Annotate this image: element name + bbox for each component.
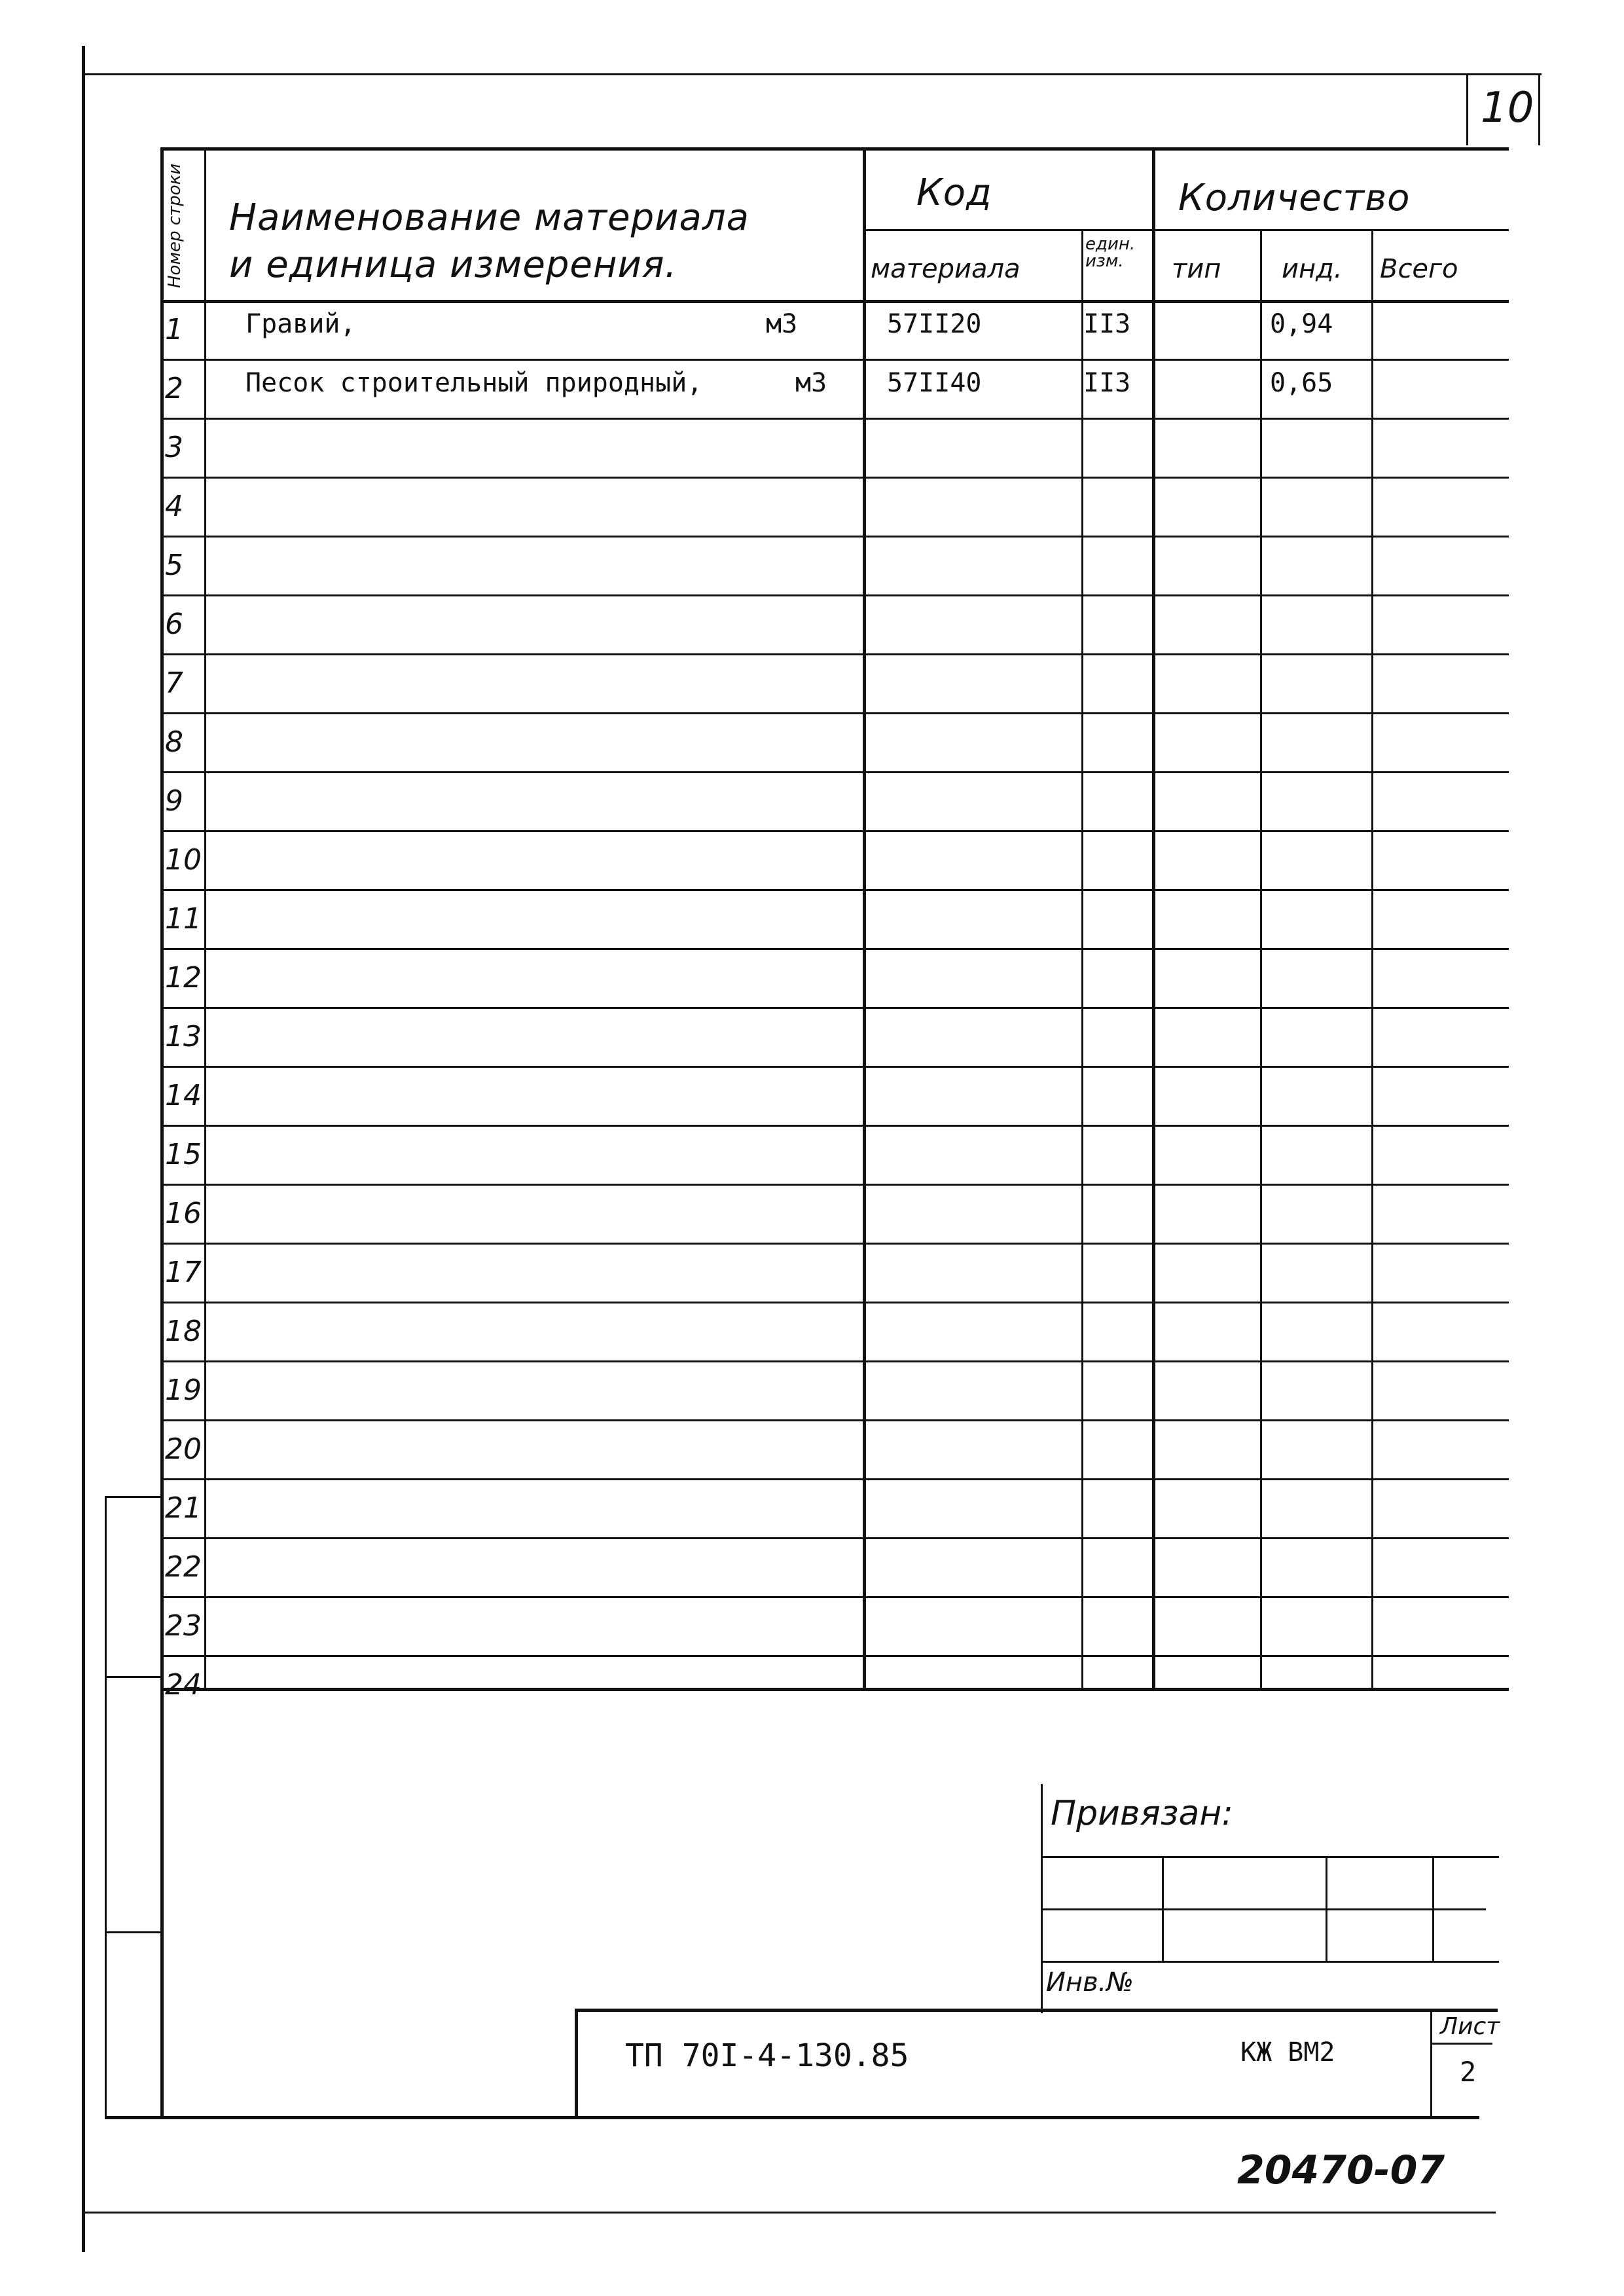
row-divider: [160, 418, 1509, 420]
row-divider: [160, 536, 1509, 538]
margin-hline-2: [105, 1676, 160, 1678]
row2-ind: 0,65: [1270, 368, 1333, 398]
row-number: 24: [165, 1668, 202, 1702]
row-divider: [160, 594, 1509, 596]
row-number: 13: [165, 1020, 202, 1053]
row1-ind: 0,94: [1270, 309, 1333, 339]
row-divider: [160, 477, 1509, 479]
row-divider: [160, 1360, 1509, 1362]
row-divider: [160, 712, 1509, 714]
row-number: 14: [165, 1079, 202, 1112]
table-top-border: [160, 147, 1509, 151]
row-number: 20: [165, 1432, 202, 1466]
page-number: 10: [1481, 84, 1534, 132]
row-number: 10: [165, 843, 202, 877]
row-number: 18: [165, 1315, 202, 1348]
col-divider-code: [863, 147, 866, 1689]
row-divider: [160, 1655, 1509, 1657]
row-number: 12: [165, 961, 202, 994]
sheet-label: Лист: [1440, 2013, 1500, 2040]
row-number: 7: [165, 666, 183, 700]
row-divider: [160, 1419, 1509, 1421]
row-divider: [160, 948, 1509, 950]
col-divider-unit: [1081, 229, 1083, 1689]
row-number: 16: [165, 1197, 202, 1230]
sheet-box-divider: [1430, 2043, 1492, 2045]
row-divider: [160, 1537, 1509, 1539]
code-unit-header: един. изм.: [1085, 234, 1136, 271]
row-divider: [160, 771, 1509, 773]
row2-name: Песок строительный природный,: [245, 368, 703, 398]
row2-code: 57II40: [887, 368, 982, 398]
row-divider: [160, 1007, 1509, 1009]
page-number-box-right: [1538, 73, 1540, 145]
row-number-header: Номер строки: [165, 163, 185, 288]
tb-line-3: [1041, 1961, 1499, 1963]
archive-number: 20470-07: [1237, 2147, 1445, 2193]
row-divider: [160, 1125, 1509, 1127]
col-divider-ind: [1371, 229, 1373, 1689]
row-divider: [160, 1302, 1509, 1303]
row1-unit: м3: [766, 309, 798, 339]
tb-main-left: [575, 2009, 578, 2116]
row-divider: [160, 1596, 1509, 1598]
margin-line-inner: [160, 1496, 164, 2118]
col-divider-type: [1260, 229, 1262, 1689]
row-number: 2: [165, 372, 183, 405]
row-number: 11: [165, 902, 202, 936]
qty-ind-header: инд.: [1282, 254, 1343, 284]
header-sub-divider: [863, 229, 1509, 231]
row-divider: [160, 889, 1509, 891]
row-divider: [160, 1478, 1509, 1480]
row-divider: [160, 359, 1509, 361]
code-group-header: Код: [916, 172, 992, 214]
col-divider-qty: [1152, 147, 1155, 1689]
row-number: 8: [165, 725, 183, 759]
qty-total-header: Всего: [1380, 254, 1458, 284]
margin-bottom: [105, 2116, 1479, 2119]
row1-name: Гравий,: [245, 309, 356, 339]
page-number-box-left: [1466, 73, 1468, 145]
row-number: 22: [165, 1550, 202, 1584]
row2-unit-code: II3: [1083, 368, 1131, 398]
name-header-line1: Наименование материала: [229, 196, 749, 239]
sheet-box-left: [1430, 2009, 1432, 2116]
row-divider: [160, 653, 1509, 655]
tb-top-left-line: [1041, 1784, 1043, 2013]
qty-type-header: тип: [1172, 254, 1221, 284]
tb-main-top: [575, 2009, 1498, 2012]
tb-line-1: [1041, 1856, 1499, 1858]
row-divider: [160, 1184, 1509, 1186]
row-divider: [160, 830, 1509, 832]
row2-unit: м3: [795, 368, 827, 398]
row-number: 9: [165, 784, 183, 818]
row-number: 3: [165, 431, 183, 464]
doc-mark: КЖ ВМ2: [1240, 2037, 1335, 2068]
margin-hline-3: [105, 1931, 160, 1933]
table-bottom-border: [160, 1688, 1509, 1691]
frame-top-border: [82, 73, 1542, 75]
tb-line-2: [1041, 1908, 1486, 1910]
name-header-line2: и единица измерения.: [229, 244, 677, 286]
row-number: 23: [165, 1609, 202, 1643]
header-bottom-border: [160, 300, 1509, 303]
frame-bottom-border: [82, 2212, 1496, 2214]
table-left-border: [160, 147, 164, 1689]
tb-v-2: [1326, 1856, 1327, 1961]
margin-line-outer: [105, 1496, 107, 2118]
row1-unit-code: II3: [1083, 309, 1131, 339]
tb-v-1: [1162, 1856, 1164, 1961]
margin-hline-1: [105, 1496, 160, 1498]
code-material-header: материала: [871, 254, 1020, 284]
sheet-number: 2: [1460, 2056, 1477, 2088]
row-number: 21: [165, 1491, 202, 1525]
doc-code: ТП 70I-4-130.85: [625, 2037, 909, 2074]
frame-left-border: [82, 46, 85, 2252]
tb-v-3: [1432, 1856, 1434, 1961]
row-number: 17: [165, 1256, 202, 1289]
row-number: 6: [165, 608, 183, 641]
row1-code: 57II20: [887, 309, 982, 339]
row-number: 15: [165, 1138, 202, 1171]
row-number: 19: [165, 1374, 202, 1407]
bound-label: Привязан:: [1051, 1794, 1233, 1833]
row-number: 4: [165, 490, 183, 523]
row-number: 1: [165, 313, 183, 346]
col-divider-num: [204, 147, 206, 1689]
row-number: 5: [165, 549, 183, 582]
row-divider: [160, 1243, 1509, 1245]
row-divider: [160, 1066, 1509, 1068]
qty-group-header: Количество: [1178, 177, 1411, 219]
inv-label: Инв.№: [1046, 1967, 1134, 1997]
